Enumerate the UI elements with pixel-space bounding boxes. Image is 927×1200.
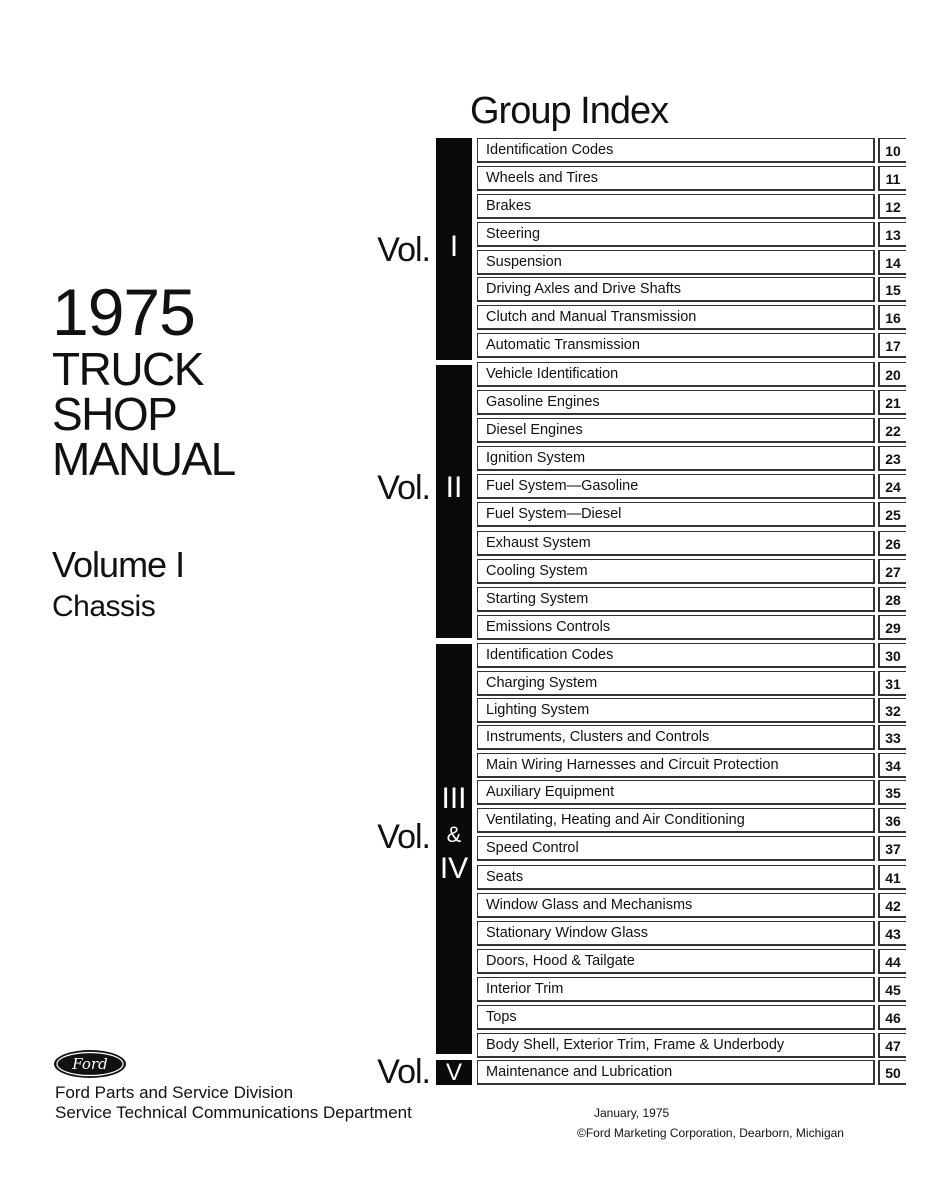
group-number: 21 <box>878 390 906 415</box>
volume-bar-ampersand: & <box>446 822 462 847</box>
group-name-box <box>477 305 875 330</box>
group-name: Ventilating, Heating and Air Conditioning <box>486 812 745 828</box>
group-name-box <box>477 865 875 890</box>
group-number: 42 <box>878 893 906 918</box>
group-row[interactable] <box>477 418 906 444</box>
group-row[interactable] <box>477 836 906 862</box>
manual-year: 1975 <box>52 275 195 349</box>
group-row[interactable] <box>477 446 906 472</box>
volume-bar-numeral: III <box>441 782 467 815</box>
group-row[interactable] <box>477 138 906 164</box>
group-number: 11 <box>878 166 906 191</box>
group-name-box <box>477 222 875 247</box>
group-name: Diesel Engines <box>486 422 583 438</box>
group-number: 34 <box>878 753 906 778</box>
group-row[interactable] <box>477 222 906 248</box>
group-name-box <box>477 587 875 612</box>
group-name: Cooling System <box>486 563 588 579</box>
group-number: 17 <box>878 333 906 358</box>
group-row[interactable] <box>477 1033 906 1059</box>
group-number: 10 <box>878 138 906 163</box>
group-name: Steering <box>486 226 541 242</box>
group-row[interactable] <box>477 671 906 697</box>
group-row[interactable] <box>477 949 906 975</box>
group-name-box <box>477 166 875 191</box>
group-row[interactable] <box>477 893 906 919</box>
ford-logo-text: Ford <box>72 1055 108 1073</box>
group-name: Emissions Controls <box>486 619 611 635</box>
group-name-box <box>477 1033 875 1058</box>
group-name: Fuel System—Gasoline <box>486 478 639 494</box>
group-row[interactable] <box>477 559 906 585</box>
group-name: Identification Codes <box>486 142 614 158</box>
group-row[interactable] <box>477 531 906 557</box>
title-line-truck: TRUCK <box>52 343 203 395</box>
group-name-box <box>477 893 875 918</box>
group-row[interactable] <box>477 977 906 1003</box>
group-name: Maintenance and Lubrication <box>486 1064 673 1080</box>
group-number: 14 <box>878 250 906 275</box>
group-name-box <box>477 698 875 723</box>
group-name-box <box>477 808 875 833</box>
group-row[interactable] <box>477 333 906 359</box>
group-name-box <box>477 977 875 1002</box>
group-name-box <box>477 1060 875 1085</box>
group-name: Tops <box>486 1009 517 1025</box>
title-line-shop: SHOP <box>52 388 177 440</box>
group-name: Identification Codes <box>486 647 614 663</box>
group-row[interactable] <box>477 725 906 751</box>
group-name-box <box>477 725 875 750</box>
group-row[interactable] <box>477 277 906 303</box>
group-name-box <box>477 194 875 219</box>
group-name: Gasoline Engines <box>486 394 600 410</box>
group-row[interactable] <box>477 1005 906 1031</box>
group-row[interactable] <box>477 166 906 192</box>
group-row[interactable] <box>477 698 906 724</box>
group-name: Interior Trim <box>486 981 564 997</box>
volume-subtitle: Chassis <box>52 590 156 623</box>
group-name: Instruments, Clusters and Controls <box>486 729 710 745</box>
group-number: 45 <box>878 977 906 1002</box>
group-name: Starting System <box>486 591 589 607</box>
group-name: Stationary Window Glass <box>486 925 648 941</box>
group-name: Seats <box>486 869 524 885</box>
group-row[interactable] <box>477 753 906 779</box>
group-name-box <box>477 502 875 527</box>
group-number: 43 <box>878 921 906 946</box>
group-row[interactable] <box>477 865 906 891</box>
group-name: Exhaust System <box>486 535 591 551</box>
group-name: Ignition System <box>486 450 586 466</box>
group-number: 32 <box>878 698 906 723</box>
group-number: 24 <box>878 474 906 499</box>
group-number: 44 <box>878 949 906 974</box>
group-row[interactable] <box>477 921 906 947</box>
group-row[interactable] <box>477 643 906 669</box>
group-name-box <box>477 836 875 861</box>
page-title: Group Index <box>470 90 669 132</box>
group-number: 20 <box>878 362 906 387</box>
group-number: 33 <box>878 725 906 750</box>
group-name-box <box>477 921 875 946</box>
group-name: Driving Axles and Drive Shafts <box>486 281 682 297</box>
group-name-box <box>477 138 875 163</box>
division-line-1: Ford Parts and Service Division <box>55 1083 294 1102</box>
group-name-box <box>477 474 875 499</box>
group-row[interactable] <box>477 1060 906 1086</box>
group-name-box <box>477 446 875 471</box>
group-name-box <box>477 1005 875 1030</box>
group-row[interactable] <box>477 808 906 834</box>
group-name: Doors, Hood & Tailgate <box>486 953 635 969</box>
group-number: 27 <box>878 559 906 584</box>
group-name-box <box>477 250 875 275</box>
group-name-box <box>477 559 875 584</box>
group-name-box <box>477 333 875 358</box>
group-name: Vehicle Identification <box>486 366 619 382</box>
group-name: Fuel System—Diesel <box>486 506 622 522</box>
group-number: 25 <box>878 502 906 527</box>
group-name: Body Shell, Exterior Trim, Frame & Underbody <box>486 1037 785 1053</box>
division-line-2: Service Technical Communications Department <box>55 1103 412 1122</box>
group-row[interactable] <box>477 615 906 641</box>
group-row[interactable] <box>477 780 906 806</box>
group-number: 46 <box>878 1005 906 1030</box>
copyright-notice: ©Ford Marketing Corporation, Dearborn, Michigan <box>577 1126 844 1140</box>
group-name: Brakes <box>486 198 532 214</box>
vol-label-2: Vol. <box>377 469 430 507</box>
publication-date: January, 1975 <box>594 1106 670 1120</box>
group-name: Automatic Transmission <box>486 337 640 353</box>
group-name: Auxiliary Equipment <box>486 784 615 800</box>
group-name-box <box>477 362 875 387</box>
title-line-manual: MANUAL <box>52 433 235 485</box>
volume-bar-5 <box>436 1060 472 1085</box>
volume-bar-numeral: IV <box>439 852 469 885</box>
group-number: 28 <box>878 587 906 612</box>
group-name-box <box>477 671 875 696</box>
group-name-box <box>477 277 875 302</box>
vol-label-5: Vol. <box>377 1053 430 1091</box>
volume-bar-numeral: II <box>445 471 463 504</box>
vol-label-1: Vol. <box>377 231 430 269</box>
volume-bar-2 <box>436 365 472 638</box>
group-name: Window Glass and Mechanisms <box>486 897 693 913</box>
volume-bar-1 <box>436 138 472 360</box>
ford-logo <box>53 1049 127 1084</box>
group-number: 36 <box>878 808 906 833</box>
group-number: 16 <box>878 305 906 330</box>
group-name-box <box>477 643 875 668</box>
group-name-box <box>477 615 875 640</box>
group-number: 29 <box>878 615 906 640</box>
group-number: 23 <box>878 446 906 471</box>
group-row[interactable] <box>477 474 906 500</box>
group-name-box <box>477 531 875 556</box>
group-name: Main Wiring Harnesses and Circuit Protection <box>486 757 779 773</box>
volume-heading: Volume I <box>52 544 185 585</box>
group-row[interactable] <box>477 587 906 613</box>
group-row[interactable] <box>477 502 906 528</box>
group-number: 31 <box>878 671 906 696</box>
group-number: 26 <box>878 531 906 556</box>
group-name-box <box>477 418 875 443</box>
group-number: 50 <box>878 1060 906 1085</box>
group-name: Speed Control <box>486 840 579 856</box>
vol-label-3-4: Vol. <box>377 818 430 856</box>
volume-bar-3-4 <box>436 644 472 1054</box>
group-name: Wheels and Tires <box>486 170 599 186</box>
volume-bar-numeral: V <box>445 1059 462 1086</box>
group-row[interactable] <box>477 250 906 276</box>
group-row[interactable] <box>477 362 906 388</box>
group-number: 22 <box>878 418 906 443</box>
group-number: 47 <box>878 1033 906 1058</box>
group-row[interactable] <box>477 194 906 220</box>
group-name-box <box>477 780 875 805</box>
group-name-box <box>477 753 875 778</box>
group-number: 35 <box>878 780 906 805</box>
group-name: Clutch and Manual Transmission <box>486 309 697 325</box>
group-name: Lighting System <box>486 702 590 718</box>
group-number: 13 <box>878 222 906 247</box>
group-name-box <box>477 949 875 974</box>
group-row[interactable] <box>477 305 906 331</box>
group-name: Charging System <box>486 675 598 691</box>
group-name: Suspension <box>486 254 562 270</box>
group-number: 12 <box>878 194 906 219</box>
group-number: 15 <box>878 277 906 302</box>
group-name-box <box>477 390 875 415</box>
group-number: 37 <box>878 836 906 861</box>
volume-bar-numeral: I <box>449 230 459 263</box>
group-row[interactable] <box>477 390 906 416</box>
group-number: 30 <box>878 643 906 668</box>
group-number: 41 <box>878 865 906 890</box>
